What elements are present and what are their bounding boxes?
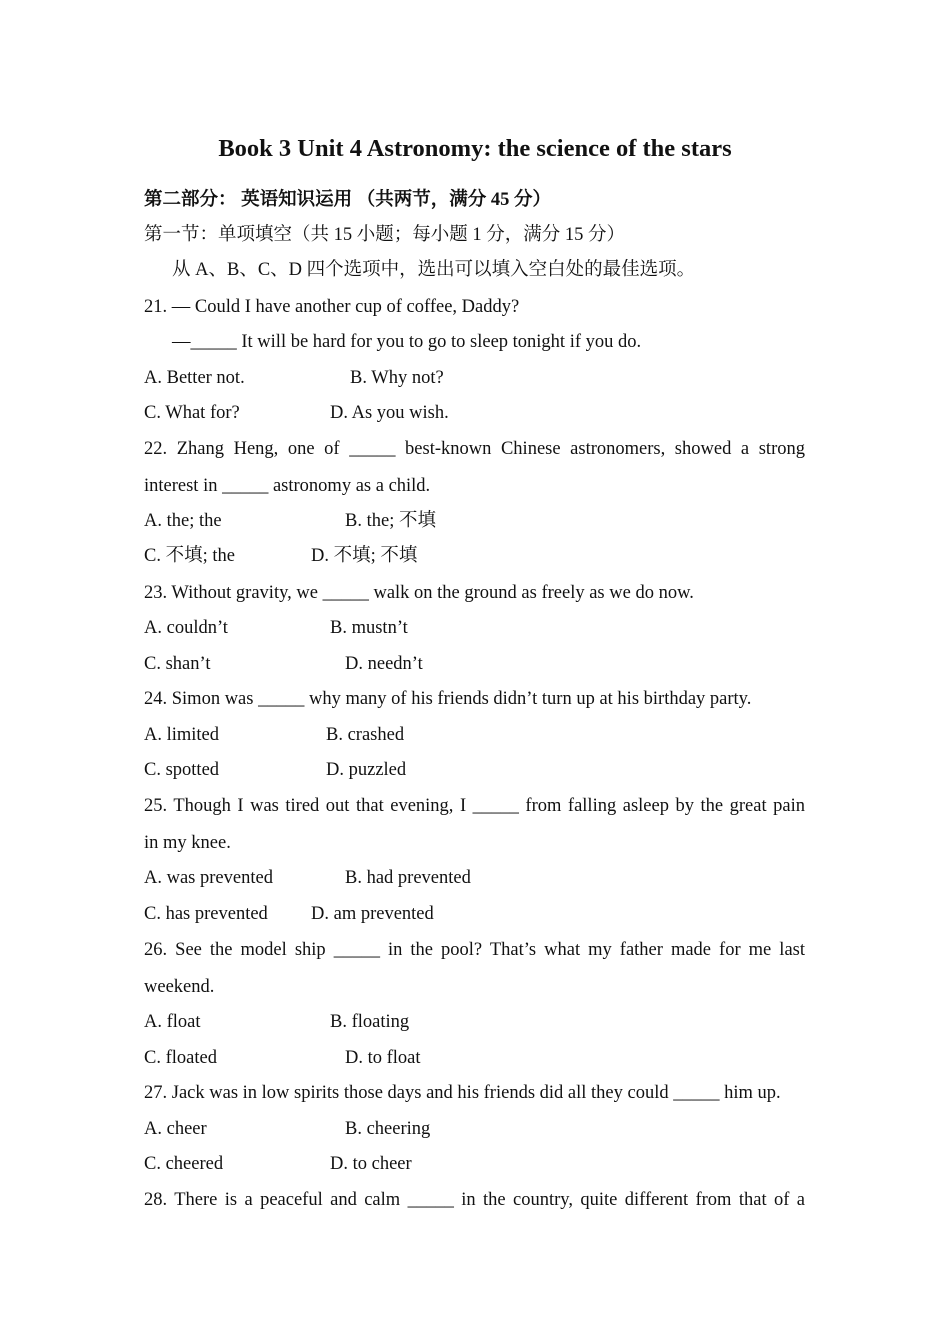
question-stem: 24. Simon was _____ why many of his friends didn’t turn up at his birthday party. (144, 689, 752, 709)
option-a: A. was prevented (144, 868, 273, 888)
part-heading: 第二部分： 英语知识运用 （共两节，满分 45 分） (144, 190, 552, 210)
option-c: C. What for? (144, 403, 240, 423)
question-stem: 27. Jack was in low spirits those days and his friends did all they could _____ him up. (144, 1083, 781, 1103)
question-stem-continued: in my knee. (144, 833, 231, 853)
option-d: D. to float (345, 1048, 421, 1068)
option-b: B. mustn’t (330, 618, 408, 638)
question-stem: 25. Though I was tired out that evening, I _____ from falling asleep by the great pain (144, 796, 805, 816)
option-d: D. am prevented (311, 904, 434, 924)
option-d: D. needn’t (345, 654, 423, 674)
question-stem-continued: —_____ It will be hard for you to go to sleep tonight if you do. (172, 332, 642, 352)
option-d: D. puzzled (326, 760, 407, 780)
instruction-text: 从 A、B、C、D 四个选项中，选出可以填入空白处的最佳选项。 (172, 260, 696, 280)
option-b: B. Why not? (350, 368, 444, 388)
option-b: B. crashed (326, 725, 405, 745)
section-heading: 第一节：单项填空（共 15 小题；每小题 1 分，满分 15 分） (144, 225, 626, 245)
question-stem-continued: interest in _____ astronomy as a child. (144, 476, 431, 496)
option-a: A. cheer (144, 1119, 207, 1139)
option-d: D. 不填; 不填 (311, 546, 418, 566)
option-a: A. the; the (144, 511, 222, 531)
option-a: A. limited (144, 725, 220, 745)
option-a: A. float (144, 1012, 201, 1032)
option-d: D. to cheer (330, 1154, 412, 1174)
option-b: B. cheering (345, 1119, 431, 1139)
option-c: C. shan’t (144, 654, 211, 674)
option-b: B. floating (330, 1012, 410, 1032)
document-title: Book 3 Unit 4 Astronomy: the science of the stars (218, 135, 732, 162)
option-a: A. couldn’t (144, 618, 228, 638)
option-d: D. As you wish. (330, 403, 449, 423)
question-stem: 26. See the model ship _____ in the pool? That’s what my father made for me last (144, 940, 805, 960)
option-c: C. spotted (144, 760, 220, 780)
option-c: C. cheered (144, 1154, 224, 1174)
option-a: A. Better not. (144, 368, 245, 388)
option-c: C. 不填; the (144, 546, 235, 566)
option-b: B. the; 不填 (345, 511, 436, 531)
option-c: C. has prevented (144, 904, 268, 924)
question-stem: 22. Zhang Heng, one of _____ best-known Chinese astronomers, showed a strong (144, 439, 805, 459)
question-stem: 28. There is a peaceful and calm _____ in the country, quite different from that of a (144, 1190, 805, 1210)
question-stem-continued: weekend. (144, 977, 215, 997)
question-stem: 23. Without gravity, we _____ walk on the ground as freely as we do now. (144, 583, 694, 603)
option-c: C. floated (144, 1048, 217, 1068)
option-b: B. had prevented (345, 868, 471, 888)
question-stem: 21. — Could I have another cup of coffee, Daddy? (144, 297, 520, 317)
